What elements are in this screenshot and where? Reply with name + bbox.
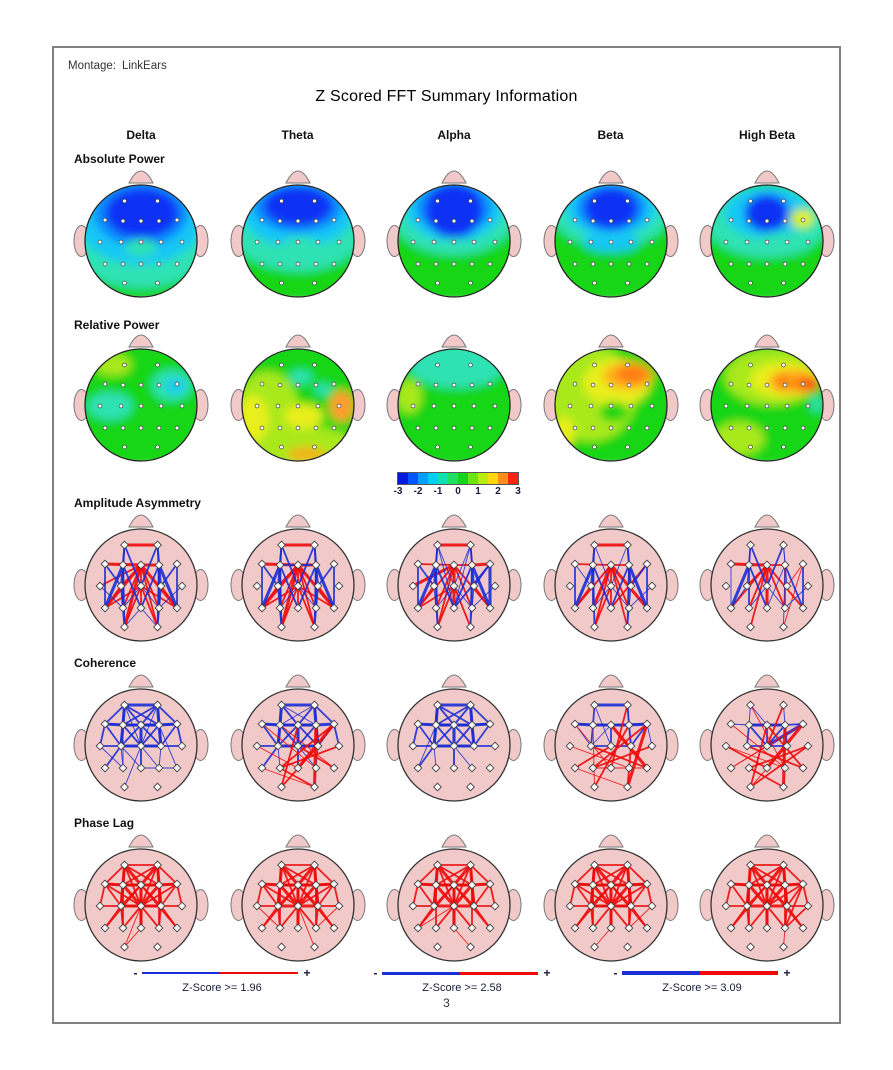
electrode-T4 xyxy=(493,240,497,244)
electrode-F7 xyxy=(729,382,733,386)
electrode-F8 xyxy=(488,218,492,222)
colorbar-tick-3: 3 xyxy=(515,486,521,497)
electrode-T5 xyxy=(103,262,107,266)
colorbar-tick--3: -3 xyxy=(393,486,403,497)
electrode-F4 xyxy=(783,219,787,223)
electrode-T4 xyxy=(650,404,654,408)
electrode-O2 xyxy=(625,445,629,449)
electrode-T4 xyxy=(806,404,810,408)
electrode-P3 xyxy=(121,262,125,266)
electrode-Fp1 xyxy=(436,363,440,367)
electrode-T6 xyxy=(645,262,649,266)
zscore-legend-2 xyxy=(602,968,802,994)
electrode-T4 xyxy=(180,404,184,408)
electrode-Fz xyxy=(139,219,143,223)
electrode-Fp1 xyxy=(749,363,753,367)
electrode-C4 xyxy=(159,240,163,244)
legend-red-segment xyxy=(700,971,778,975)
electrode-T4 xyxy=(337,240,341,244)
column-header-delta: Delta xyxy=(126,128,156,142)
electrode-Pz xyxy=(452,426,456,430)
electrode-O2 xyxy=(782,281,786,285)
electrode-T6 xyxy=(488,262,492,266)
electrode-T6 xyxy=(332,426,336,430)
legend-plus-sign: + xyxy=(303,966,311,980)
electrode-Fp2 xyxy=(469,199,473,203)
electrode-Fp2 xyxy=(156,363,160,367)
report-sheet xyxy=(52,46,841,1024)
phase-lag-map-delta xyxy=(68,834,214,966)
legend-minus-sign: - xyxy=(133,966,138,980)
colorbar-segment-2 xyxy=(418,473,428,484)
legend-blue-segment xyxy=(142,972,220,974)
electrode-Fz xyxy=(139,383,143,387)
electrode-T3 xyxy=(568,240,572,244)
electrode-P3 xyxy=(591,262,595,266)
electrode-T4 xyxy=(180,240,184,244)
legend-blue-segment xyxy=(622,971,700,975)
colorbar-segment-1 xyxy=(408,473,418,484)
amplitude-asymmetry-map-high-beta xyxy=(694,514,840,646)
electrode-C4 xyxy=(316,240,320,244)
electrode-P4 xyxy=(627,426,631,430)
colorbar-segment-6 xyxy=(458,473,468,484)
electrode-P3 xyxy=(278,262,282,266)
electrode-C3 xyxy=(119,404,123,408)
electrode-C3 xyxy=(745,240,749,244)
electrode-T6 xyxy=(801,262,805,266)
electrode-T6 xyxy=(175,262,179,266)
electrode-T6 xyxy=(801,426,805,430)
electrode-Pz xyxy=(139,262,143,266)
electrode-F7 xyxy=(573,218,577,222)
electrode-T6 xyxy=(175,426,179,430)
electrode-Cz xyxy=(296,404,300,408)
electrode-T5 xyxy=(729,426,733,430)
electrode-T4 xyxy=(493,404,497,408)
electrode-Fz xyxy=(609,219,613,223)
electrode-T4 xyxy=(337,404,341,408)
legend-minus-sign: - xyxy=(613,966,618,980)
amplitude-asymmetry-map-alpha xyxy=(381,514,527,646)
column-header-theta: Theta xyxy=(281,128,314,142)
section-label-absolute-power: Absolute Power xyxy=(74,152,165,166)
electrode-O2 xyxy=(782,445,786,449)
amplitude-asymmetry-map-delta xyxy=(68,514,214,646)
colorbar-ticks xyxy=(388,486,528,497)
electrode-F4 xyxy=(470,219,474,223)
electrode-F4 xyxy=(157,219,161,223)
electrode-P4 xyxy=(314,262,318,266)
electrode-Cz xyxy=(139,240,143,244)
electrode-O2 xyxy=(469,281,473,285)
electrode-Cz xyxy=(296,240,300,244)
electrode-P4 xyxy=(157,262,161,266)
legend-plus-sign: + xyxy=(543,966,551,980)
electrode-O1 xyxy=(592,281,596,285)
electrode-Fp2 xyxy=(312,363,316,367)
electrode-Cz xyxy=(765,240,769,244)
electrode-Fz xyxy=(452,383,456,387)
electrode-Cz xyxy=(452,240,456,244)
electrode-F8 xyxy=(801,382,805,386)
electrode-Fz xyxy=(765,219,769,223)
electrode-F7 xyxy=(260,218,264,222)
electrode-Fp1 xyxy=(279,199,283,203)
electrode-F7 xyxy=(103,382,107,386)
electrode-P4 xyxy=(157,426,161,430)
electrode-T6 xyxy=(645,426,649,430)
electrode-O1 xyxy=(436,281,440,285)
relative-power-map-alpha xyxy=(381,334,527,466)
coherence-map-high-beta xyxy=(694,674,840,806)
legend-minus-sign: - xyxy=(373,966,378,980)
electrode-Fp1 xyxy=(279,363,283,367)
relative-power-map-theta xyxy=(225,334,371,466)
electrode-P3 xyxy=(434,426,438,430)
electrode-Fz xyxy=(452,219,456,223)
colorbar-gradient xyxy=(397,472,519,485)
montage-label: Montage: xyxy=(68,60,116,72)
electrode-F4 xyxy=(157,383,161,387)
electrode-T3 xyxy=(255,240,259,244)
electrode-F3 xyxy=(747,219,751,223)
electrode-Fp2 xyxy=(625,199,629,203)
electrode-Fp1 xyxy=(749,199,753,203)
electrode-F3 xyxy=(591,219,595,223)
electrode-T3 xyxy=(724,404,728,408)
electrode-O1 xyxy=(592,445,596,449)
electrode-C4 xyxy=(785,240,789,244)
electrode-T3 xyxy=(98,404,102,408)
electrode-C4 xyxy=(785,404,789,408)
electrode-F3 xyxy=(121,219,125,223)
electrode-O2 xyxy=(312,445,316,449)
electrode-T4 xyxy=(806,240,810,244)
amplitude-asymmetry-map-beta xyxy=(538,514,684,646)
page-title: Z Scored FFT Summary Information xyxy=(315,88,578,105)
electrode-F3 xyxy=(591,383,595,387)
electrode-F4 xyxy=(314,383,318,387)
electrode-O2 xyxy=(312,281,316,285)
section-label-coherence: Coherence xyxy=(74,656,137,670)
legend-line-1 xyxy=(362,968,562,978)
electrode-Fz xyxy=(609,383,613,387)
section-label-phase-lag: Phase Lag xyxy=(74,816,135,830)
electrode-C4 xyxy=(316,404,320,408)
colorbar-segment-10 xyxy=(498,473,508,484)
electrode-P3 xyxy=(434,262,438,266)
electrode-Fp2 xyxy=(782,199,786,203)
colorbar-segment-7 xyxy=(468,473,478,484)
colorbar-segment-8 xyxy=(478,473,488,484)
colorbar-tick-1: 1 xyxy=(475,486,481,497)
electrode-T5 xyxy=(729,262,733,266)
zscore-legend-0 xyxy=(122,968,322,994)
column-header-beta: Beta xyxy=(597,128,624,142)
electrode-F3 xyxy=(278,383,282,387)
electrode-F7 xyxy=(416,382,420,386)
colorbar-segment-4 xyxy=(438,473,448,484)
electrode-Cz xyxy=(139,404,143,408)
electrode-F8 xyxy=(332,218,336,222)
legend-red-segment xyxy=(220,972,298,974)
montage-value: LinkEars xyxy=(121,60,167,72)
coherence-map-beta xyxy=(538,674,684,806)
electrode-Pz xyxy=(139,426,143,430)
electrode-F8 xyxy=(332,382,336,386)
electrode-F3 xyxy=(434,383,438,387)
electrode-O2 xyxy=(156,445,160,449)
colorbar-tick--2: -2 xyxy=(413,486,423,497)
coherence-map-theta xyxy=(225,674,371,806)
electrode-O1 xyxy=(749,281,753,285)
electrode-T3 xyxy=(255,404,259,408)
electrode-T3 xyxy=(98,240,102,244)
electrode-C4 xyxy=(629,240,633,244)
legend-red-segment xyxy=(460,972,538,975)
amplitude-asymmetry-map-theta xyxy=(225,514,371,646)
electrode-C3 xyxy=(589,404,593,408)
electrode-P3 xyxy=(121,426,125,430)
electrode-Cz xyxy=(609,404,613,408)
electrode-F8 xyxy=(645,382,649,386)
section-label-amplitude-asymmetry: Amplitude Asymmetry xyxy=(74,496,201,510)
relative-power-map-high-beta xyxy=(694,334,840,466)
electrode-C4 xyxy=(472,404,476,408)
electrode-T5 xyxy=(260,426,264,430)
electrode-O1 xyxy=(123,445,127,449)
electrode-Fp2 xyxy=(469,363,473,367)
electrode-O2 xyxy=(156,281,160,285)
electrode-P3 xyxy=(747,262,751,266)
absolute-power-map-delta xyxy=(68,170,214,302)
electrode-F8 xyxy=(175,218,179,222)
colorbar-tick-2: 2 xyxy=(495,486,501,497)
electrode-F8 xyxy=(175,382,179,386)
electrode-F4 xyxy=(627,383,631,387)
electrode-T5 xyxy=(573,426,577,430)
zscore-legend-1 xyxy=(362,968,562,994)
electrode-F8 xyxy=(801,218,805,222)
electrode-T3 xyxy=(411,404,415,408)
phase-lag-map-high-beta xyxy=(694,834,840,966)
electrode-P3 xyxy=(591,426,595,430)
electrode-C3 xyxy=(432,404,436,408)
electrode-C3 xyxy=(119,240,123,244)
electrode-F4 xyxy=(470,383,474,387)
electrode-Fp1 xyxy=(592,199,596,203)
phase-lag-map-theta xyxy=(225,834,371,966)
electrode-P4 xyxy=(470,426,474,430)
electrode-F7 xyxy=(416,218,420,222)
electrode-F3 xyxy=(434,219,438,223)
electrode-P4 xyxy=(314,426,318,430)
legend-plus-sign: + xyxy=(783,966,791,980)
colorbar-segment-3 xyxy=(428,473,438,484)
electrode-T5 xyxy=(416,426,420,430)
electrode-Cz xyxy=(609,240,613,244)
relative-power-map-delta xyxy=(68,334,214,466)
colorbar-tick-0: 0 xyxy=(455,486,461,497)
electrode-T5 xyxy=(260,262,264,266)
phase-lag-map-beta xyxy=(538,834,684,966)
legend-label-2: Z-Score >= 3.09 xyxy=(662,982,742,994)
electrode-Fp1 xyxy=(123,363,127,367)
electrode-C4 xyxy=(629,404,633,408)
electrode-Pz xyxy=(296,262,300,266)
section-label-relative-power: Relative Power xyxy=(74,318,160,332)
legend-label-0: Z-Score >= 1.96 xyxy=(182,982,262,994)
legend-label-1: Z-Score >= 2.58 xyxy=(422,982,502,994)
electrode-Fp2 xyxy=(312,199,316,203)
electrode-F8 xyxy=(488,382,492,386)
relative-power-map-beta xyxy=(538,334,684,466)
electrode-C3 xyxy=(745,404,749,408)
electrode-Fp2 xyxy=(156,199,160,203)
electrode-T3 xyxy=(724,240,728,244)
electrode-F7 xyxy=(729,218,733,222)
colorbar-segment-9 xyxy=(488,473,498,484)
absolute-power-map-high-beta xyxy=(694,170,840,302)
absolute-power-map-beta xyxy=(538,170,684,302)
colorbar-segment-0 xyxy=(398,473,408,484)
electrode-Fp1 xyxy=(592,363,596,367)
electrode-Fp1 xyxy=(436,199,440,203)
electrode-O1 xyxy=(436,445,440,449)
column-header-high-beta: High Beta xyxy=(738,128,795,142)
electrode-T3 xyxy=(411,240,415,244)
electrode-T6 xyxy=(488,426,492,430)
electrode-T5 xyxy=(416,262,420,266)
electrode-F4 xyxy=(314,219,318,223)
montage-line xyxy=(68,60,173,72)
electrode-T6 xyxy=(332,262,336,266)
electrode-T3 xyxy=(568,404,572,408)
electrode-C4 xyxy=(159,404,163,408)
legend-line-2 xyxy=(602,968,802,978)
electrode-Pz xyxy=(765,262,769,266)
electrode-F8 xyxy=(645,218,649,222)
electrode-Fz xyxy=(765,383,769,387)
electrode-Cz xyxy=(452,404,456,408)
electrode-F7 xyxy=(573,382,577,386)
electrode-P4 xyxy=(783,426,787,430)
electrode-Cz xyxy=(765,404,769,408)
electrode-O2 xyxy=(469,445,473,449)
electrode-F3 xyxy=(278,219,282,223)
electrode-P4 xyxy=(627,262,631,266)
electrode-F4 xyxy=(627,219,631,223)
electrode-T4 xyxy=(650,240,654,244)
electrode-O1 xyxy=(279,281,283,285)
electrode-F3 xyxy=(121,383,125,387)
page-number: 3 xyxy=(443,996,450,1010)
coherence-map-delta xyxy=(68,674,214,806)
electrode-Fz xyxy=(296,219,300,223)
electrode-O1 xyxy=(279,445,283,449)
electrode-P4 xyxy=(470,262,474,266)
column-header-alpha: Alpha xyxy=(437,128,471,142)
electrode-C3 xyxy=(276,240,280,244)
electrode-F3 xyxy=(747,383,751,387)
electrode-Fp2 xyxy=(625,363,629,367)
electrode-P4 xyxy=(783,262,787,266)
electrode-T5 xyxy=(103,426,107,430)
electrode-O1 xyxy=(123,281,127,285)
electrode-Pz xyxy=(765,426,769,430)
electrode-C3 xyxy=(432,240,436,244)
electrode-Fz xyxy=(296,383,300,387)
electrode-F7 xyxy=(260,382,264,386)
colorbar-tick--1: -1 xyxy=(433,486,443,497)
electrode-C3 xyxy=(276,404,280,408)
electrode-Pz xyxy=(609,262,613,266)
electrode-Fp2 xyxy=(782,363,786,367)
zscore-colorbar xyxy=(388,472,528,497)
electrode-F4 xyxy=(783,383,787,387)
electrode-O1 xyxy=(749,445,753,449)
electrode-C4 xyxy=(472,240,476,244)
electrode-P3 xyxy=(747,426,751,430)
coherence-map-alpha xyxy=(381,674,527,806)
absolute-power-map-alpha xyxy=(381,170,527,302)
colorbar-segment-5 xyxy=(448,473,458,484)
electrode-Fp1 xyxy=(123,199,127,203)
colorbar-segment-11 xyxy=(508,473,518,484)
electrode-Pz xyxy=(609,426,613,430)
electrode-Pz xyxy=(452,262,456,266)
electrode-F7 xyxy=(103,218,107,222)
legend-line-0 xyxy=(122,968,322,978)
electrode-O2 xyxy=(625,281,629,285)
legend-blue-segment xyxy=(382,972,460,975)
electrode-P3 xyxy=(278,426,282,430)
absolute-power-map-theta xyxy=(225,170,371,302)
electrode-Pz xyxy=(296,426,300,430)
electrode-C3 xyxy=(589,240,593,244)
electrode-T5 xyxy=(573,262,577,266)
phase-lag-map-alpha xyxy=(381,834,527,966)
